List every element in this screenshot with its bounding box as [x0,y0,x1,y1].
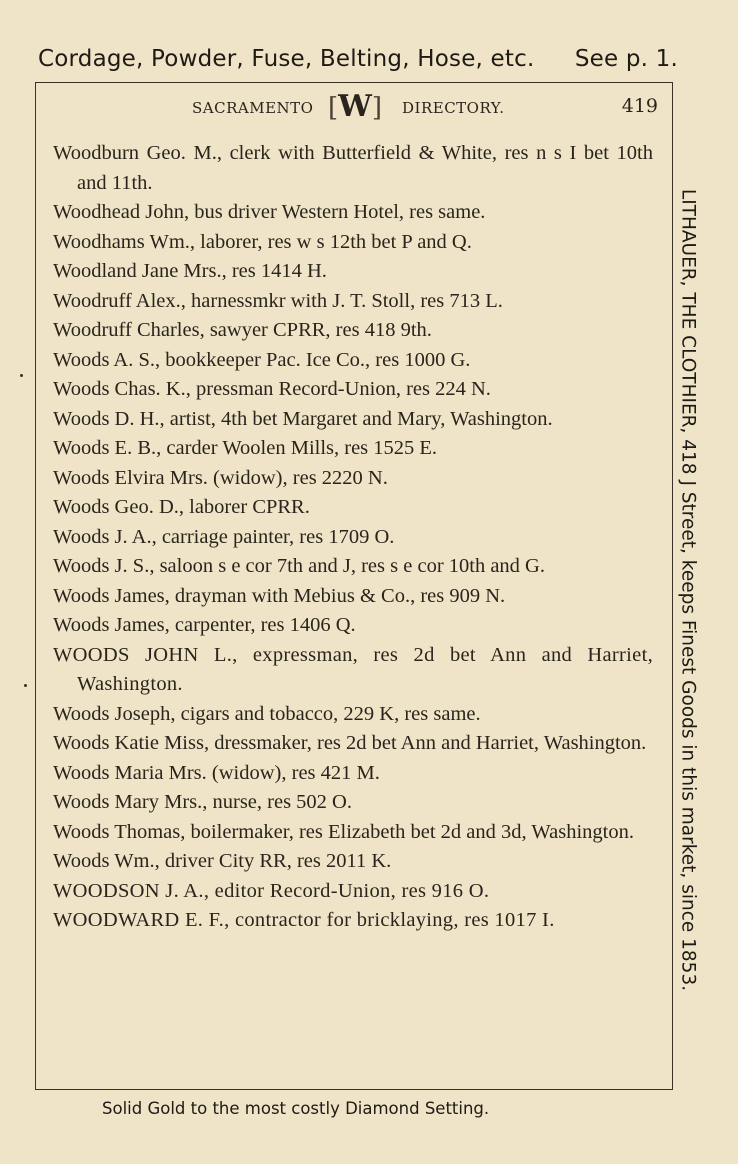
directory-entry: Woods J. A., carriage painter, res 1709 O. [53,525,395,548]
directory-entry: Woods J. S., saloon s e cor 7th and J, res s e cor 10th and G. [53,555,545,577]
directory-entry: Woods D. H., artist, 4th bet Margaret and Mary, Washington. [53,407,553,430]
directory-entry: Woods A. S., bookkeeper Pac. Ice Co., res 1000 G. [53,348,471,371]
directory-entry: WOODWARD E. F., contractor for bricklaying, res 1017 I. [53,909,555,931]
bottom-advertisement: Solid Gold to the most costly Diamond Setting. [102,1099,490,1118]
directory-page-frame [35,82,673,1090]
directory-entry: Woods James, drayman with Mebius & Co., res 909 N. [53,584,506,607]
directory-entry: Woods Joseph, cigars and tobacco, 229 K, res same. [53,702,481,725]
top-ad-text: Cordage, Powder, Fuse, Belting, Hose, etc. [38,46,535,72]
directory-entry: Woodhead John, bus driver Western Hotel, res same. [53,201,486,223]
top-advertisement [38,46,678,72]
print-speck [20,374,23,377]
header-section-letter: [W] [328,89,383,124]
header-city: SACRAMENTO [192,99,314,117]
directory-entry: WOODSON J. A., editor Record-Union, res 916 O. [53,879,490,902]
directory-entry: Woods James, carpenter, res 1406 Q. [53,614,356,636]
top-ad-page-reference: See p. 1. [574,46,678,72]
directory-entry: Woods Katie Miss, dressmaker, res 2d bet Ann and Harriet, Washington. [53,732,647,754]
directory-entry: Woods Geo. D., laborer CPRR. [53,496,310,518]
running-header [36,91,672,123]
print-speck [24,684,27,687]
directory-entry: Woods Maria Mrs. (widow), res 421 M. [53,761,380,784]
directory-entry: Woodhams Wm., laborer, res w s 12th bet P and Q. [53,230,472,253]
side-ad-text: LITHAUER, THE CLOTHIER, 418 J Street, keeps Finest Goods in this market, since 1853. [677,188,699,992]
header-directory-label: DIRECTORY. [402,99,505,117]
directory-entry: Woods Mary Mrs., nurse, res 502 O. [53,791,352,813]
directory-entry: Woodruff Charles, sawyer CPRR, res 418 9th. [53,319,432,341]
directory-entry: Woods Thomas, boilermaker, res Elizabeth bet 2d and 3d, Washington. [53,820,634,843]
directory-entry: Woodland Jane Mrs., res 1414 H. [53,260,327,282]
directory-entries [53,139,653,936]
directory-entry: Woodruff Alex., harnessmkr with J. T. Stoll, res 713 L. [53,289,503,312]
page-number: 419 [621,95,658,117]
directory-entry: Woodburn Geo. M., clerk with Butterfield & White, res n s I bet 10th and 11th. [53,142,653,194]
directory-entry: Woods Chas. K., pressman Record-Union, res 224 N. [53,378,491,400]
directory-entry: WOODS JOHN L., expressman, res 2d bet Ann and Harriet, Washington. [53,643,653,695]
directory-entry: Woods Elvira Mrs. (widow), res 2220 N. [53,466,388,489]
directory-entry: Woods E. B., carder Woolen Mills, res 1525 E. [53,437,438,459]
side-advertisement [668,190,708,990]
directory-entry: Woods Wm., driver City RR, res 2011 K. [53,850,392,872]
